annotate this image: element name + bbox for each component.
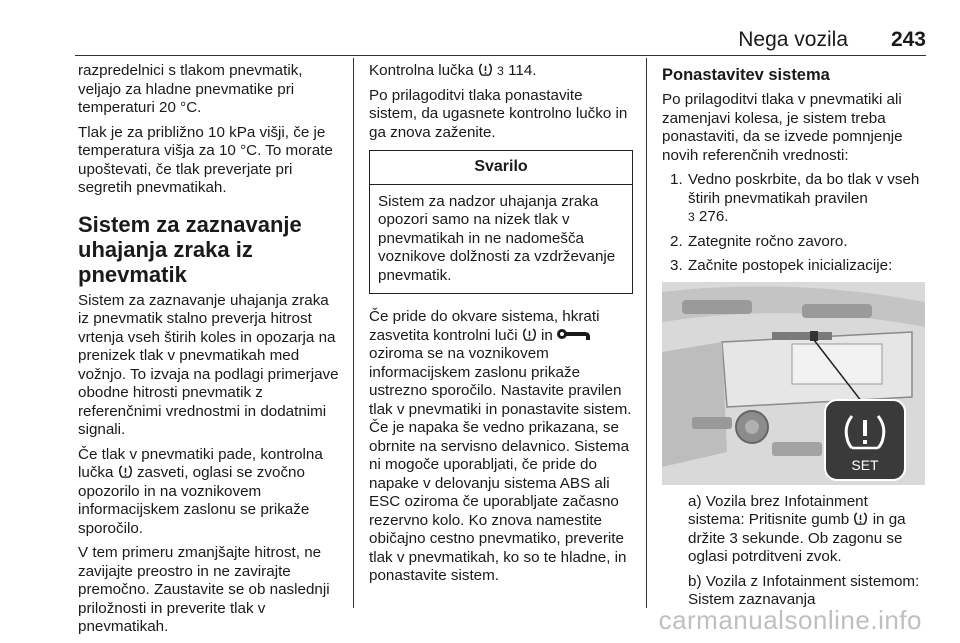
page-number: 243 (890, 28, 926, 51)
list-item (662, 233, 927, 252)
text-run: Kontrolna lučka (369, 62, 474, 79)
page-header (75, 26, 926, 56)
steps-list (662, 171, 927, 276)
warning-title: Svarilo (370, 151, 632, 185)
header-rule (75, 55, 926, 56)
paragraph: razpredelnici s tlakom pnevmatik, veljajo za hladne pnevmatike pri temperaturi 20 °C. (78, 62, 303, 116)
subsection-heading: Ponastavitev sistema (662, 66, 830, 84)
reference-arrow-icon: 3 (497, 64, 504, 78)
dashboard-illustration (662, 282, 925, 485)
text-run: 114. (508, 62, 537, 79)
warning-body: Sistem za nadzor uhajanja zraka opozori samo na nizek tlak v pnevmatikah in ne nadomešča voznikove dolžnosti za vzdrževanje pnevmatik. (378, 192, 616, 284)
paragraph: Sistem za zaznavanje uhajanja zraka iz pnevmatik stalno preverja hitrost vrtenja vseh štirih koles in opozarja na prenizek tlak v pnevmatikah med vožnjo. To izvaja na podlagi primerjave obodne hitrosti pnevmatik z referenčnimi vrednostmi in dodatnimi signali. (78, 291, 339, 438)
column-2 (369, 62, 633, 592)
text-run: Če tlak v pnevmatiki pade, kontrolna lučka (78, 445, 323, 481)
text-run: oziroma se na voznikovem informacijskem zaslonu prikaže ustrezno sporočilo. Nastavite pravilen tlak v pnevmatiki in ponastavite sistem. Če je napaka še vedno prikazana, se obrnite na servisno delavnico. Sistema ni mogoče uporabljati, če pride do napake v delovanju sistema ABS ali ESC oziroma če uporabljate začasno rezervno kolo. Ko znova namestite običajno cestno pnevmatiko, preverite tlak v pnevmatikah, ko so te hladne, in ponastavite sistem. (369, 345, 632, 584)
paragraph (662, 493, 927, 567)
watermark: carmanualsonline.info (658, 605, 922, 635)
step-text: Vedno poskrbite, da bo tlak v vseh štirih pnevmatikah pravilen (688, 171, 920, 207)
paragraph: Po prilagoditvi tlaka v pnevmatiki ali zamenjavi kolesa, je sistem treba ponastaviti, da se izvede pomnjenje novih referenčnih vrednosti: (662, 91, 903, 164)
set-button-label: SET (851, 456, 879, 473)
step-number: 3. (670, 257, 683, 274)
section-title: Sistem za zaznavanje uhajanja zraka iz pnevmatik (78, 211, 302, 287)
paragraph: b) Vozila z Infotainment sistemom: Sistem zaznavanja (688, 572, 920, 608)
tpms-warning-icon (853, 512, 868, 526)
paragraph: V tem primeru zmanjšajte hitrost, ne zavijajte preostro in ne zavirajte premočno. Zaustavite se ob naslednji priložnosti in preverite tlak v pnevmatikah. (78, 544, 330, 635)
step-number: 1. (670, 171, 683, 188)
list-item (662, 171, 927, 227)
warning-box (369, 150, 633, 294)
service-wrench-icon (557, 328, 591, 342)
paragraph: Po prilagoditvi tlaka ponastavite sistem, da ugasnete kontrolno lučko in ga znova zaženite. (369, 86, 628, 141)
paragraph: Tlak je za približno 10 kPa višji, če je temperatura višja za 10 °C. To morate upoštevati, če tlak preverjate pri segretih pnevmatikah. (78, 123, 333, 196)
step-text: Zategnite ročno zavoro. (688, 232, 848, 250)
step-number: 2. (670, 232, 683, 250)
reference-arrow-icon: 3 (688, 210, 695, 224)
list-item (662, 257, 927, 276)
tpms-warning-icon (478, 63, 493, 77)
column-divider-1 (353, 58, 354, 608)
tpms-warning-icon (522, 328, 537, 342)
paragraph (369, 308, 633, 586)
step-page-ref: 276. (698, 208, 729, 225)
text-run: in (541, 326, 553, 344)
paragraph (369, 62, 633, 81)
text-run: Če pride do okvare sistema, hkrati zasvetita kontrolni luči (369, 308, 600, 344)
column-1 (78, 62, 340, 643)
column-divider-2 (646, 58, 647, 608)
tpms-warning-icon (118, 465, 133, 479)
text-run: in ga držite 3 sekunde. Ob zagonu se oglasi potrditveni zvok. (688, 511, 906, 565)
column-3 (662, 62, 927, 616)
text-run: zasveti, oglasi se zvočno opozorilo in na voznikovem informacijskem zaslonu se prikaže sporočilo. (78, 464, 310, 537)
page-title: Nega vozila (738, 28, 848, 51)
paragraph (78, 446, 340, 539)
text-run: a) Vozila brez Infotainment sistema: Pritisnite gumb (688, 492, 868, 528)
step-text: Začnite postopek inicializacije: (688, 257, 893, 274)
